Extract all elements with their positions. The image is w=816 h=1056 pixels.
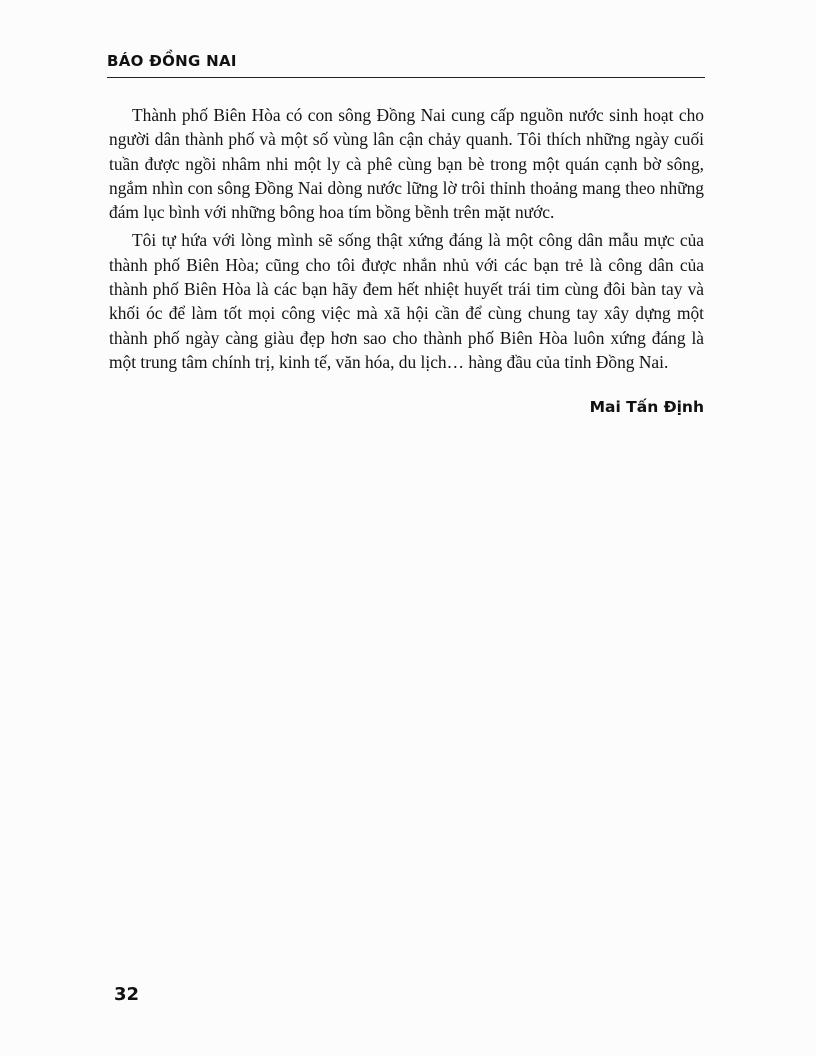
page-number: 32 (114, 984, 140, 1005)
header-divider (107, 77, 705, 78)
author-signature: Mai Tấn Định (589, 398, 704, 416)
paragraph-1: Thành phố Biên Hòa có con sông Đồng Nai cung cấp nguồn nước sinh hoạt cho người dân thành phố và một số vùng lân cận chảy quanh. Tôi thích những ngày cuối tuần được ngồi nhâm nhi một ly cà phê cùng bạn bè trong một quán cạnh bờ sông, ngắm nhìn con sông Đồng Nai dòng nước lững lờ trôi thỉnh thoảng mang theo những đám lục bình với những bông hoa tím bồng bềnh trên mặt nước. (109, 105, 704, 223)
article-body (109, 103, 704, 378)
paragraph-2: Tôi tự hứa với lòng mình sẽ sống thật xứng đáng là một công dân mẫu mực của thành phố Biên Hòa; cũng cho tôi được nhắn nhủ với các bạn trẻ là công dân của thành phố Biên Hòa là các bạn hãy đem hết nhiệt huyết trái tim cùng đôi bàn tay và khối óc để làm tốt mọi công việc mà xã hội cần để cùng chung tay xây dựng một thành phố ngày càng giàu đẹp hơn sao cho thành phố Biên Hòa luôn xứng đáng là một trung tâm chính trị, kinh tế, văn hóa, du lịch… hàng đầu của tỉnh Đồng Nai. (109, 230, 704, 372)
running-header-title: BÁO ĐỒNG NAI (107, 52, 237, 70)
